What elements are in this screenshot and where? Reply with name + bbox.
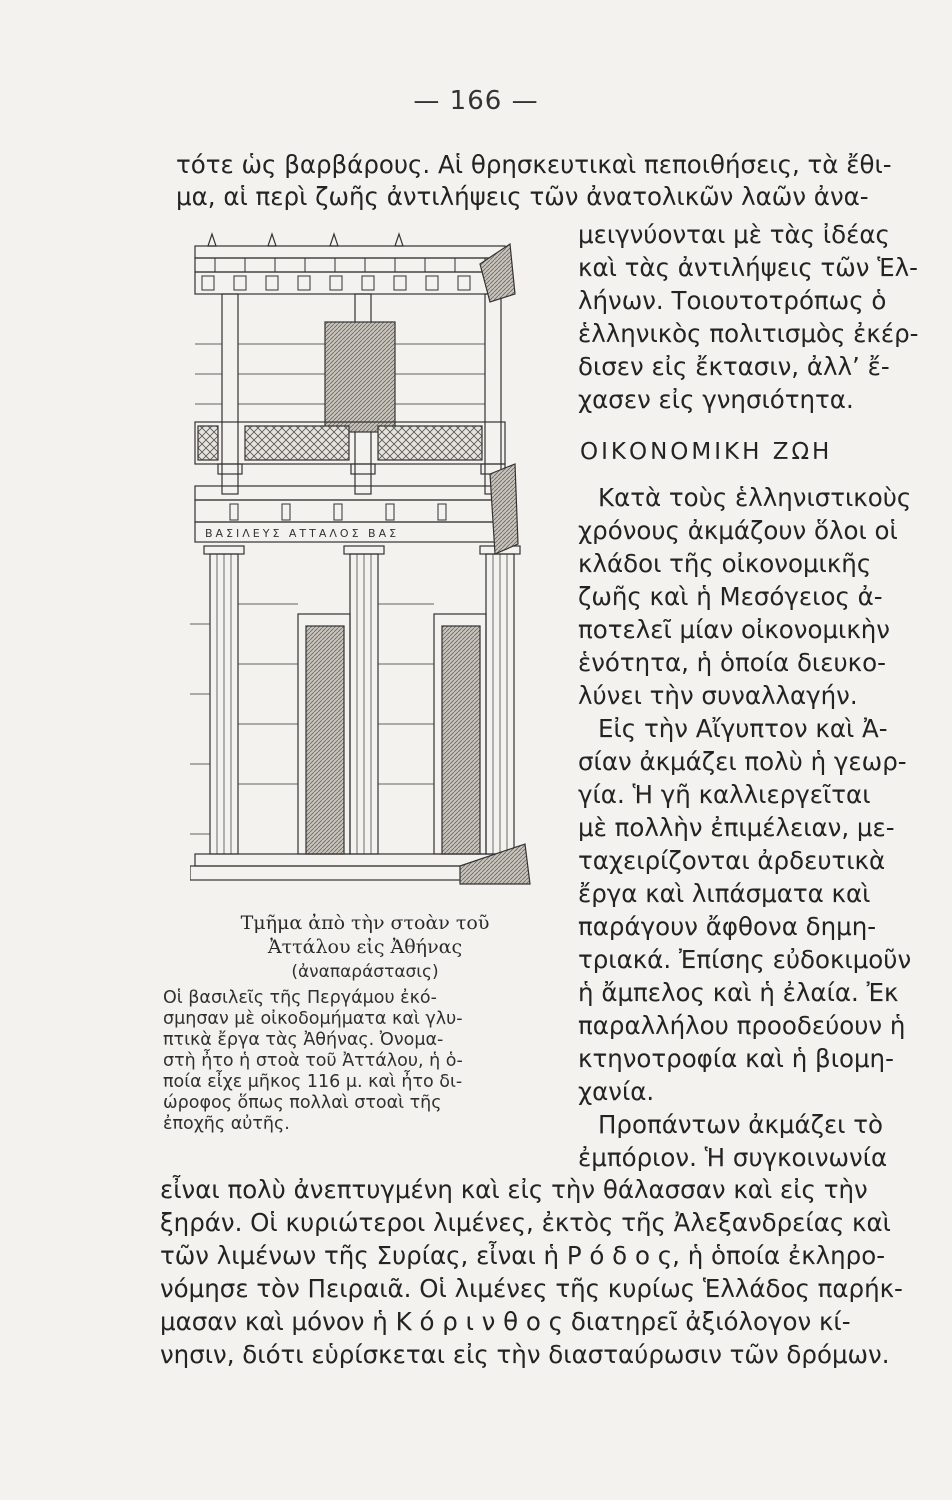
- text-line: μὲ πολλὴν ἐπιμέλειαν, με-: [578, 813, 895, 842]
- text-line: νόμησε τὸν Πειραιᾶ. Οἱ λιμένες τῆς κυρίως Ἑλλάδος παρήκ-: [160, 1274, 903, 1303]
- text-line: Εἰς τὴν Αἴγυπτον καὶ Ἀ-: [598, 714, 888, 743]
- figure-caption-line: στὴ ἦτο ἡ στοὰ τοῦ Ἀττάλου, ἡ ὁ-: [163, 1051, 463, 1071]
- text-line: εἶναι πολὺ ἀνεπτυγμένη καὶ εἰς τὴν θάλασσαν καὶ εἰς τὴν: [160, 1175, 868, 1204]
- figure-caption-title: Ἀττάλου εἰς Ἀθήνας: [267, 936, 463, 958]
- figure-caption-subtitle: (ἀναπαράστασις): [291, 962, 439, 982]
- text-line: τῶν λιμένων τῆς Συρίας, εἶναι ἡ Ρ ό δ ο ς, ἡ ὁποία ἐκληρο-: [160, 1241, 886, 1270]
- figure-caption-line: ώροφος ὅπως πολλαὶ στοαὶ τῆς: [163, 1093, 442, 1113]
- text-line: λύνει τὴν συναλλαγήν.: [578, 681, 858, 710]
- figure-caption-line: πτικὰ ἔργα τὰς Ἀθήνας. Ὀνομα-: [163, 1030, 444, 1050]
- stoa-of-attalos-illustration: [190, 224, 540, 904]
- text-line: ἔργα καὶ λιπάσματα καὶ: [578, 879, 871, 908]
- text-line: ἑνότητα, ἡ ὁποία διευκο-: [578, 648, 886, 677]
- text-line: χρόνους ἀκμάζουν ὅλοι οἱ: [578, 516, 898, 545]
- text-line: ταχειρίζονται ἀρδευτικὰ: [578, 846, 886, 875]
- text-line: κτηνοτροφία καὶ ἡ βιομη-: [578, 1044, 894, 1073]
- figure-caption-title: Τμῆμα ἀπὸ τὴν στοὰν τοῦ: [240, 912, 490, 934]
- text-line: ἐμπόριον. Ἡ συγκοινωνία: [578, 1143, 888, 1172]
- text-line: Κατὰ τοὺς ἑλληνιστικοὺς: [598, 483, 912, 512]
- text-line: παραλλήλου προοδεύουν ἡ: [578, 1011, 906, 1040]
- text-line: Προπάντων ἀκμάζει τὸ: [598, 1110, 884, 1139]
- text-line: ζωῆς καὶ ἡ Μεσόγειος ἀ-: [578, 582, 883, 611]
- text-line: μασαν καὶ μόνον ἡ Κ ό ρ ι ν θ ο ς διατηρεῖ ἀξιόλογον κί-: [160, 1307, 851, 1336]
- frieze-inscription: ΒΑΣΙΛΕΥΣ ΑΤΤΑΛΟΣ ΒΑΣ: [205, 527, 400, 540]
- figure-caption-line: ἐποχῆς αὐτῆς.: [163, 1114, 290, 1134]
- text-line: μα, αἱ περὶ ζωῆς ἀντιλήψεις τῶν ἀνατολικῶν λαῶν ἀνα-: [176, 182, 869, 211]
- text-line: μειγνύονται μὲ τὰς ἰδέας: [578, 220, 890, 249]
- text-line: γία. Ἡ γῆ καλλιεργεῖται: [578, 780, 871, 809]
- text-line: τριακά. Ἐπίσης εὐδοκιμοῦν: [578, 945, 912, 974]
- text-line: ἡ ἄμπελος καὶ ἡ ἐλαία. Ἐκ: [578, 978, 899, 1007]
- figure-caption-line: Οἱ βασιλεῖς τῆς Περγάμου ἐκό-: [163, 988, 437, 1008]
- text-line: ἑλληνικὸς πολιτισμὸς ἐκέρ-: [578, 319, 919, 348]
- text-line: λήνων. Τοιουτοτρόπως ὁ: [578, 286, 887, 315]
- page-number: — 166 —: [413, 86, 539, 116]
- text-line: σίαν ἀκμάζει πολὺ ἡ γεωρ-: [578, 747, 907, 776]
- text-line: καὶ τὰς ἀντιλήψεις τῶν Ἑλ-: [578, 253, 918, 282]
- text-line: τότε ὡς βαρβάρους. Αἱ θρησκευτικαὶ πεποιθήσεις, τὰ ἔθι-: [176, 150, 892, 179]
- text-line: ποτελεῖ μίαν οἰκονομικὴν: [578, 615, 890, 644]
- text-line: παράγουν ἄφθονα δημη-: [578, 912, 877, 941]
- text-line: νησιν, διότι εὑρίσκεται εἰς τὴν διασταύρωσιν τῶν δρόμων.: [160, 1340, 890, 1369]
- section-heading: ΟΙΚΟΝΟΜΙΚΗ ΖΩΗ: [580, 439, 833, 465]
- text-line: κλάδοι τῆς οἰκονομικῆς: [578, 549, 872, 578]
- figure-caption-line: σμησαν μὲ οἰκοδομήματα καὶ γλυ-: [163, 1009, 463, 1029]
- text-line: χασεν εἰς γνησιότητα.: [578, 385, 854, 414]
- text-line: χανία.: [578, 1077, 655, 1106]
- text-line: ξηράν. Οἱ κυριώτεροι λιμένες, ἐκτὸς τῆς Ἀλεξανδρείας καὶ: [160, 1208, 891, 1237]
- figure-caption-line: ποία εἶχε μῆκος 116 μ. καὶ ἦτο δι-: [163, 1072, 463, 1092]
- text-line: δισεν εἰς ἔκτασιν, ἀλλ’ ἔ-: [578, 352, 890, 381]
